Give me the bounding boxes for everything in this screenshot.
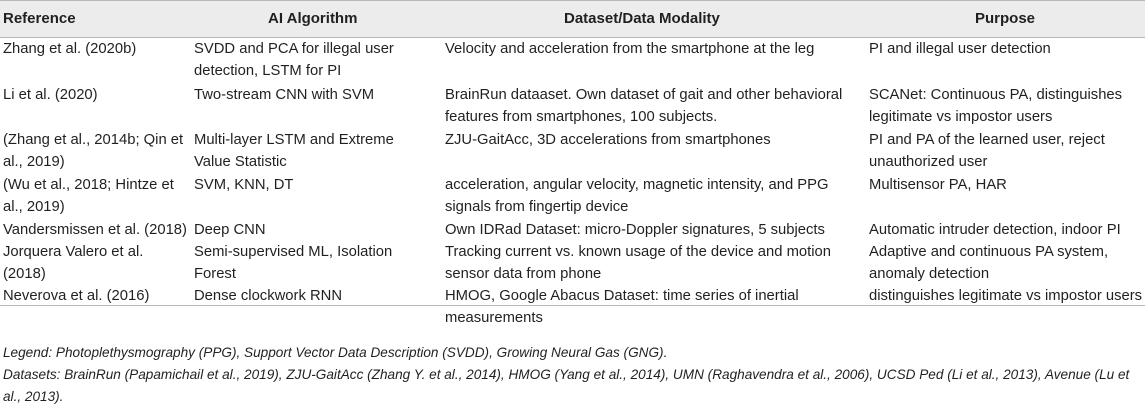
table-row <box>0 285 1145 329</box>
cell-dataset: ZJU-GaitAcc, 3D accelerations from smartphones <box>445 132 771 148</box>
cell-purpose: PI and illegal user detection <box>869 41 1051 57</box>
header-purpose: Purpose <box>975 10 1036 27</box>
cell-algorithm: SVM, KNN, DT <box>194 177 294 193</box>
cell-dataset: acceleration, angular velocity, magnetic intensity, and PPG signals from fingertip device <box>445 177 829 215</box>
table-row <box>0 241 1145 285</box>
cell-algorithm: SVDD and PCA for illegal user detection, LSTM for PI <box>194 41 394 79</box>
cell-algorithm: Multi-layer LSTM and Extreme Value Statistic <box>194 132 394 170</box>
cell-purpose: SCANet: Continuous PA, distinguishes legitimate vs impostor users <box>869 87 1123 125</box>
cell-purpose: PI and PA of the learned user, reject unauthorized user <box>869 132 1105 170</box>
cell-dataset: Velocity and acceleration from the smartphone at the leg <box>445 41 815 57</box>
cell-reference: Neverova et al. (2016) <box>3 288 150 304</box>
cell-reference: Jorquera Valero et al. (2018) <box>3 244 144 282</box>
cell-algorithm: Two-stream CNN with SVM <box>194 87 375 103</box>
header-reference: Reference <box>3 10 76 27</box>
header-ai-algorithm: AI Algorithm <box>268 10 358 27</box>
cell-purpose: distinguishes legitimate vs impostor users <box>869 288 1143 304</box>
table-bottom-rule <box>0 305 1145 306</box>
table-row <box>0 174 1145 219</box>
cell-purpose: Adaptive and continuous PA system, anomaly detection <box>869 244 1109 282</box>
cell-purpose: Multisensor PA, HAR <box>869 177 1007 193</box>
cell-reference: Zhang et al. (2020b) <box>3 41 137 57</box>
table-row <box>0 129 1145 174</box>
table-row <box>0 219 1145 241</box>
cell-purpose: Automatic intruder detection, indoor PI <box>869 222 1121 238</box>
table-datasets-note: Datasets: BrainRun (Papamichail et al., 2019), ZJU-GaitAcc (Zhang Y. et al., 2014), HMOG (Yang et al., 2014), UMN (Raghavendra et al., 2006), UCSD Ped (Li et al., 2013), Avenue (Lu et al., 2013). <box>3 367 1130 404</box>
cell-algorithm: Semi-supervised ML, Isolation Forest <box>194 244 393 282</box>
cell-reference: (Wu et al., 2018; Hintze et al., 2019) <box>3 177 174 215</box>
cell-reference: Vandersmissen et al. (2018) <box>3 222 187 238</box>
table-row <box>0 38 1145 84</box>
cell-reference: Li et al. (2020) <box>3 87 98 103</box>
cell-dataset: BrainRun dataaset. Own dataset of gait and other behavioral features from smartphones, 100 subjects. <box>445 87 843 125</box>
table-body <box>0 38 1145 329</box>
table-row <box>0 84 1145 129</box>
cell-reference: (Zhang et al., 2014b; Qin et al., 2019) <box>3 132 184 170</box>
cell-dataset: HMOG, Google Abacus Dataset: time series of inertial measurements <box>445 288 799 326</box>
cell-dataset: Own IDRad Dataset: micro-Doppler signatures, 5 subjects <box>445 222 825 238</box>
cell-algorithm: Deep CNN <box>194 222 266 238</box>
cell-algorithm: Dense clockwork RNN <box>194 288 343 304</box>
cell-dataset: Tracking current vs. known usage of the device and motion sensor data from phone <box>445 244 832 282</box>
header-dataset: Dataset/Data Modality <box>564 10 720 27</box>
table-legend: Legend: Photoplethysmography (PPG), Support Vector Data Description (SVDD), Growing Neural Gas (GNG). <box>3 345 668 360</box>
table-header <box>0 0 1145 38</box>
